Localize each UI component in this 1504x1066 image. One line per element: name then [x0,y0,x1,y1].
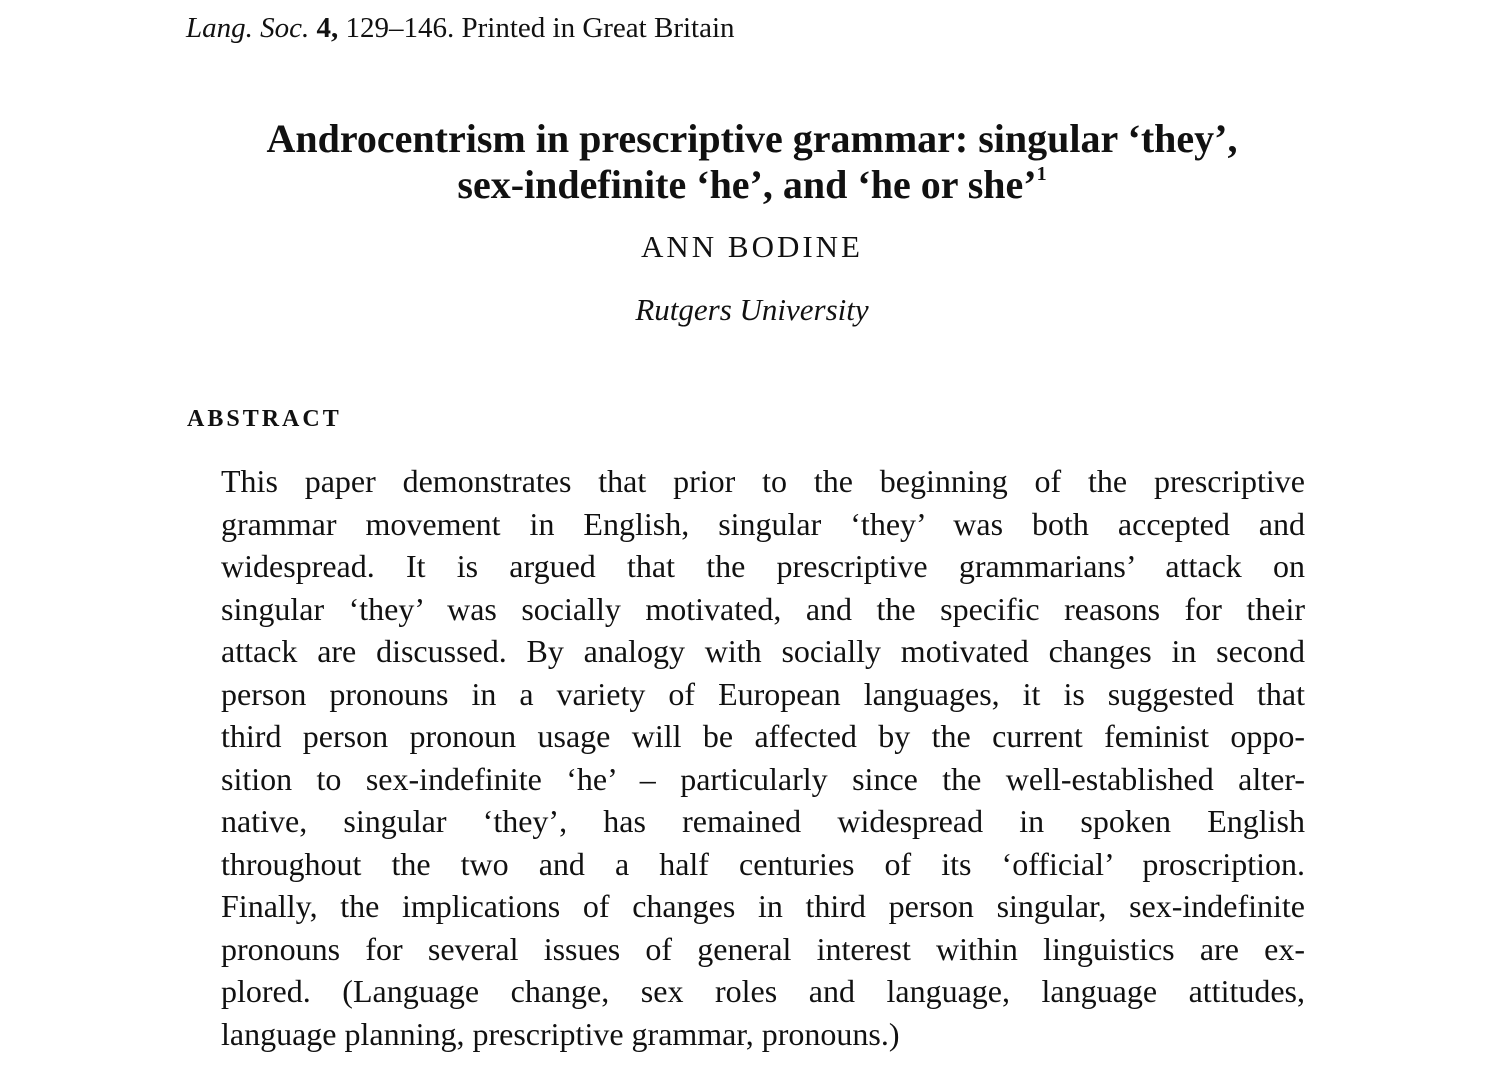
abstract-line: throughout the two and a half centuries of its ‘official’ proscription. [221,845,1305,882]
abstract-line: plored. (Language change, sex roles and language, language attitudes, [221,973,1305,1009]
journal-name: Lang. Soc. [186,12,310,44]
abstract-line: native, singular ‘they’, has remained widespread in spoken English [221,803,1305,839]
abstract-line: Finally, the implications of changes in third person singular, sex-indefinite [221,888,1305,924]
abstract-line: grammar movement in English, singular ‘they’ was both accepted and [221,505,1305,542]
title-line-2-wrap [0,162,1504,208]
author-name: ANN BODINE [640,229,863,264]
title-line-2: sex-indefinite ‘he’, and ‘he or she’ [457,162,1037,207]
abstract-line: widespread. It is argued that the prescriptive grammarians’ attack on [221,548,1305,584]
title-footnote-mark[interactable]: 1 [1036,163,1047,185]
abstract-line: sition to sex-indefinite ‘he’ – particularly since the well-established alter- [221,760,1305,797]
abstract-line: third person pronoun usage will be affected by the current feminist oppo- [221,718,1305,754]
running-head [186,10,735,46]
author-affiliation: Rutgers University [635,292,869,327]
abstract-line: singular ‘they’ was socially motivated, and the specific reasons for their [221,590,1305,627]
abstract-line: This paper demonstrates that prior to the beginning of the prescriptive [221,463,1305,499]
abstract-heading: ABSTRACT [187,406,342,432]
abstract-line: person pronouns in a variety of European languages, it is suggested that [221,675,1305,712]
paper-title [0,116,1504,208]
title-line-1: Androcentrism in prescriptive grammar: singular ‘they’, [266,116,1238,161]
page-range-printing: 129–146. Printed in Great Britain [345,12,735,44]
abstract-line: attack are discussed. By analogy with socially motivated changes in second [221,633,1305,669]
abstract-line: pronouns for several issues of general interest within linguistics are ex- [221,930,1305,967]
journal-volume: 4, [316,12,339,44]
abstract-line: language planning, prescriptive grammar, pronouns.) [221,1015,900,1052]
abstract-body [221,460,1305,1055]
